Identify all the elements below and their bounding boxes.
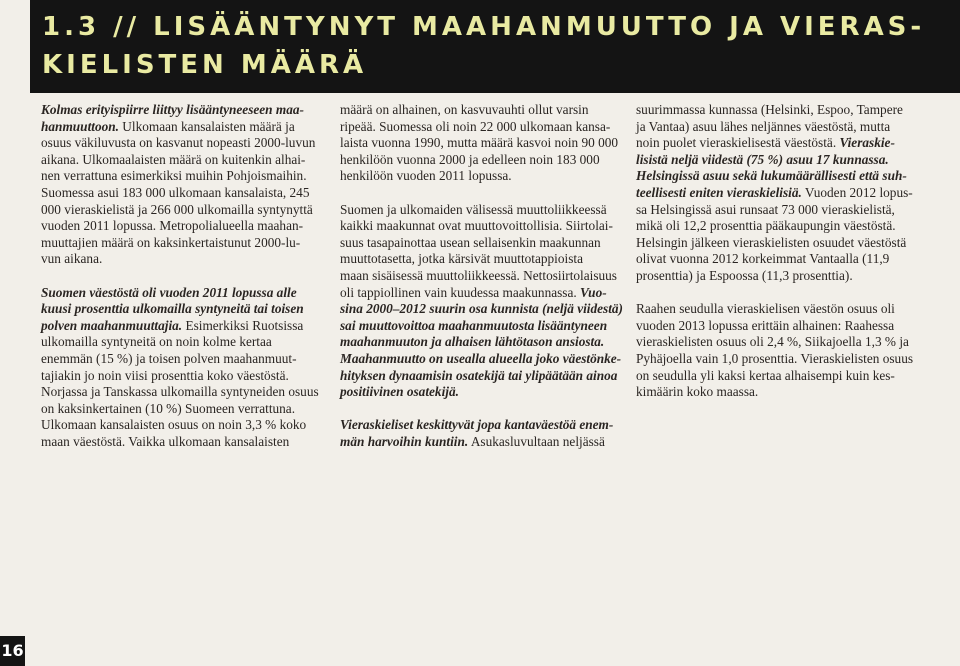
text-line — [340, 351, 630, 368]
text-line — [41, 235, 331, 252]
text-line — [340, 318, 630, 335]
body-text: 000 vieraskielistä ja 266 000 ulkomailla syntynyttä — [41, 201, 313, 217]
text-line — [636, 168, 926, 185]
text-line — [340, 251, 630, 268]
paragraph — [41, 102, 331, 268]
body-text: kaikki maakunnat ovat muuttovoittollisia. Siirtolai- — [340, 218, 613, 234]
text-line — [636, 368, 926, 385]
body-text: enemmän (15 %) ja toisen polven maahanmuut- — [41, 350, 297, 366]
body-text: vuoden 2011 lopussa. Metropolialueella maahan- — [41, 218, 304, 234]
body-text: määrä on alhainen, on kasvuvauhti ollut varsin — [340, 102, 589, 117]
body-text: noin puolet vieraskielisestä väestöstä. — [636, 135, 840, 151]
text-line — [41, 251, 331, 268]
text-line — [636, 251, 926, 268]
emphasis-text: kuusi prosenttia ulkomailla syntyneitä tai toisen — [41, 301, 304, 317]
body-text: Ulkomaan kansalaisten osuus on noin 3,3 % koko — [41, 417, 307, 433]
body-text: henkilöön vuoden 2011 lopussa. — [340, 168, 512, 184]
body-text: muuttajien määrä on kaksinkertaistunut 2000-lu- — [41, 234, 301, 250]
text-line — [41, 102, 331, 119]
emphasis-text: Suomen väestöstä oli vuoden 2011 lopussa alle — [41, 284, 297, 300]
text-line — [41, 202, 331, 219]
text-line — [340, 202, 630, 219]
body-text: osuus väkiluvusta on kasvanut nopeasti 2000-luvun — [41, 135, 316, 151]
text-line — [636, 135, 926, 152]
text-line — [340, 235, 630, 252]
body-text: muuttotasetta, jotka kärsivät muuttotappioista — [340, 251, 583, 267]
body-text: sa Helsingissä asui runsaat 73 000 vieraskielistä, — [636, 201, 895, 217]
text-line — [340, 368, 630, 385]
text-line — [41, 185, 331, 202]
text-line — [636, 318, 926, 335]
text-column-3 — [636, 102, 926, 417]
body-text: Helsingin jälkeen vieraskielisten osuudet väestöstä — [636, 234, 907, 250]
text-line — [636, 334, 926, 351]
text-line — [41, 218, 331, 235]
text-line — [41, 401, 331, 418]
body-text: ulkomailla syntyneitä on noin kolme kertaa — [41, 334, 272, 350]
text-line — [636, 268, 926, 285]
body-text: maan väestöstä. Vaikka ulkomaan kansalaisten — [41, 433, 290, 449]
body-text: ripeää. Suomessa oli noin 22 000 ulkomaan kansa- — [340, 118, 611, 134]
emphasis-text: Helsingissä asuu sekä lukumäärällisesti että suh- — [636, 168, 907, 184]
text-line — [340, 218, 630, 235]
text-line — [636, 218, 926, 235]
body-text: Esimerkiksi Ruotsissa — [182, 317, 304, 333]
text-line — [340, 152, 630, 169]
text-line — [636, 202, 926, 219]
body-text: suus tasapainottaa usean sellaisenkin maakunnan — [340, 234, 601, 250]
text-line — [340, 285, 630, 302]
body-text: ja Vantaa) asuu lähes neljännes väestöstä, mutta — [636, 118, 891, 134]
text-line — [636, 152, 926, 169]
body-text: kimäärin koko maassa. — [636, 384, 759, 400]
text-line — [41, 384, 331, 401]
paragraph — [340, 417, 630, 450]
text-column-1 — [41, 102, 331, 467]
body-text: henkilöön vuonna 2000 ja edelleen noin 183 000 — [340, 151, 600, 167]
paragraph — [636, 301, 926, 401]
text-line — [340, 135, 630, 152]
text-line — [340, 434, 630, 451]
emphasis-text: maahanmuuton ja alhaisen lähtötason ansiosta. — [340, 334, 605, 350]
body-text: on seudulla yli kaksi kertaa alhaisempi kuin kes- — [636, 367, 895, 383]
paragraph — [340, 102, 630, 185]
emphasis-text: Kolmas erityispiirre liittyy lisääntyneeseen maa- — [41, 102, 304, 117]
body-text: Pyhäjoella vain 1,0 prosenttia. Vieraskielisten osuus — [636, 350, 914, 366]
body-text: Ulkomaan kansalaisten määrä ja — [118, 118, 295, 134]
emphasis-text: teellisesti eniten vieraskielisiä. — [636, 184, 802, 200]
section-title-line-2: KIELISTEN MÄÄRÄ — [42, 50, 368, 80]
text-line — [340, 168, 630, 185]
text-line — [636, 301, 926, 318]
body-text: laista vuonna 1990, mutta määrä kasvoi noin 90 000 — [340, 135, 619, 151]
body-text: Raahen seudulla vieraskielisen väestön osuus oli — [636, 301, 895, 317]
text-line — [41, 168, 331, 185]
text-line — [41, 318, 331, 335]
body-text: Vuoden 2012 lopus- — [801, 184, 913, 200]
section-title-line-1: 1.3 // LISÄÄNTYNYT MAAHANMUUTTO JA VIERAS- — [42, 12, 926, 42]
text-line — [41, 351, 331, 368]
emphasis-text: män harvoihin kuntiin. — [340, 433, 469, 449]
text-line — [636, 235, 926, 252]
text-line — [340, 102, 630, 119]
body-text: vieraskielisten osuus oli 2,4 %, Siikajoella 1,3 % ja — [636, 334, 909, 350]
page-number: 16 — [0, 636, 25, 666]
text-line — [636, 185, 926, 202]
text-line — [41, 417, 331, 434]
emphasis-text: Vieraskieliset keskittyvät jopa kantaväestöä enem- — [340, 417, 614, 433]
paragraph — [41, 285, 331, 451]
emphasis-text: positiivinen osatekijä. — [340, 384, 459, 400]
text-line — [636, 102, 926, 119]
body-text: Asukasluvultaan neljässä — [468, 433, 605, 449]
text-line — [41, 368, 331, 385]
emphasis-text: sina 2000–2012 suurin osa kunnista (neljä viidestä) — [340, 301, 623, 317]
text-line — [41, 152, 331, 169]
body-text: tajiakin jo noin viisi prosenttia koko väestöstä. — [41, 367, 289, 383]
body-text: mikä oli 12,2 prosenttia pääkaupungin väestöstä. — [636, 218, 896, 234]
body-text: on kaksinkertainen (10 %) Suomeen verrattuna. — [41, 400, 296, 416]
body-text: prosenttia) ja Espoossa (11,3 prosenttia). — [636, 267, 853, 283]
body-text: nen verrattuna esimerkiksi muihin Pohjoismaihin. — [41, 168, 307, 184]
body-text: vuoden 2013 lopussa erittäin alhainen: Raahessa — [636, 317, 895, 333]
body-text: oli tappiollinen vain kuudessa maakunnassa. — [340, 284, 581, 300]
body-text: suurimmassa kunnassa (Helsinki, Espoo, Tampere — [636, 102, 903, 117]
emphasis-text: hanmuuttoon. — [41, 118, 119, 134]
section-title-bar — [30, 0, 960, 93]
body-text: Suomessa asui 183 000 ulkomaan kansalaista, 245 — [41, 184, 310, 200]
text-line — [340, 119, 630, 136]
text-line — [41, 434, 331, 451]
body-text: olivat vuonna 2012 korkeimmat Vantaalla (11,9 — [636, 251, 890, 267]
emphasis-text: Maahanmuutto on usealla alueella joko väestönke- — [340, 350, 622, 366]
paragraph — [636, 102, 926, 285]
text-line — [636, 119, 926, 136]
emphasis-text: polven maahanmuuttajia. — [41, 317, 183, 333]
emphasis-text: Vuo- — [580, 284, 607, 300]
body-text: Norjassa ja Tanskassa ulkomailla syntyneiden osuus — [41, 384, 319, 400]
text-column-2 — [340, 102, 630, 467]
paragraph — [340, 202, 630, 401]
emphasis-text: lisistä neljä viidestä (75 %) asuu 17 kunnassa. — [636, 151, 889, 167]
text-line — [636, 351, 926, 368]
body-text: maan sisäisessä muuttoliikkeessä. Nettosiirtolaisuus — [340, 267, 617, 283]
emphasis-text: hityksen dynaamisin osatekijä tai ylipäätään ainoa — [340, 367, 618, 383]
body-text: Suomen ja ulkomaiden välisessä muuttoliikkeessä — [340, 201, 607, 217]
text-line — [340, 268, 630, 285]
text-line — [340, 301, 630, 318]
text-line — [340, 384, 630, 401]
text-line — [340, 334, 630, 351]
body-text: vun aikana. — [41, 251, 103, 267]
text-line — [340, 417, 630, 434]
text-line — [41, 301, 331, 318]
text-line — [636, 384, 926, 401]
text-line — [41, 285, 331, 302]
body-text: aikana. Ulkomaalaisten määrä on kuitenkin alhai- — [41, 151, 306, 167]
emphasis-text: sai muuttovoittoa maahanmuutosta lisääntyneen — [340, 317, 608, 333]
text-line — [41, 119, 331, 136]
text-line — [41, 334, 331, 351]
emphasis-text: Vieraskie- — [839, 135, 895, 151]
text-line — [41, 135, 331, 152]
